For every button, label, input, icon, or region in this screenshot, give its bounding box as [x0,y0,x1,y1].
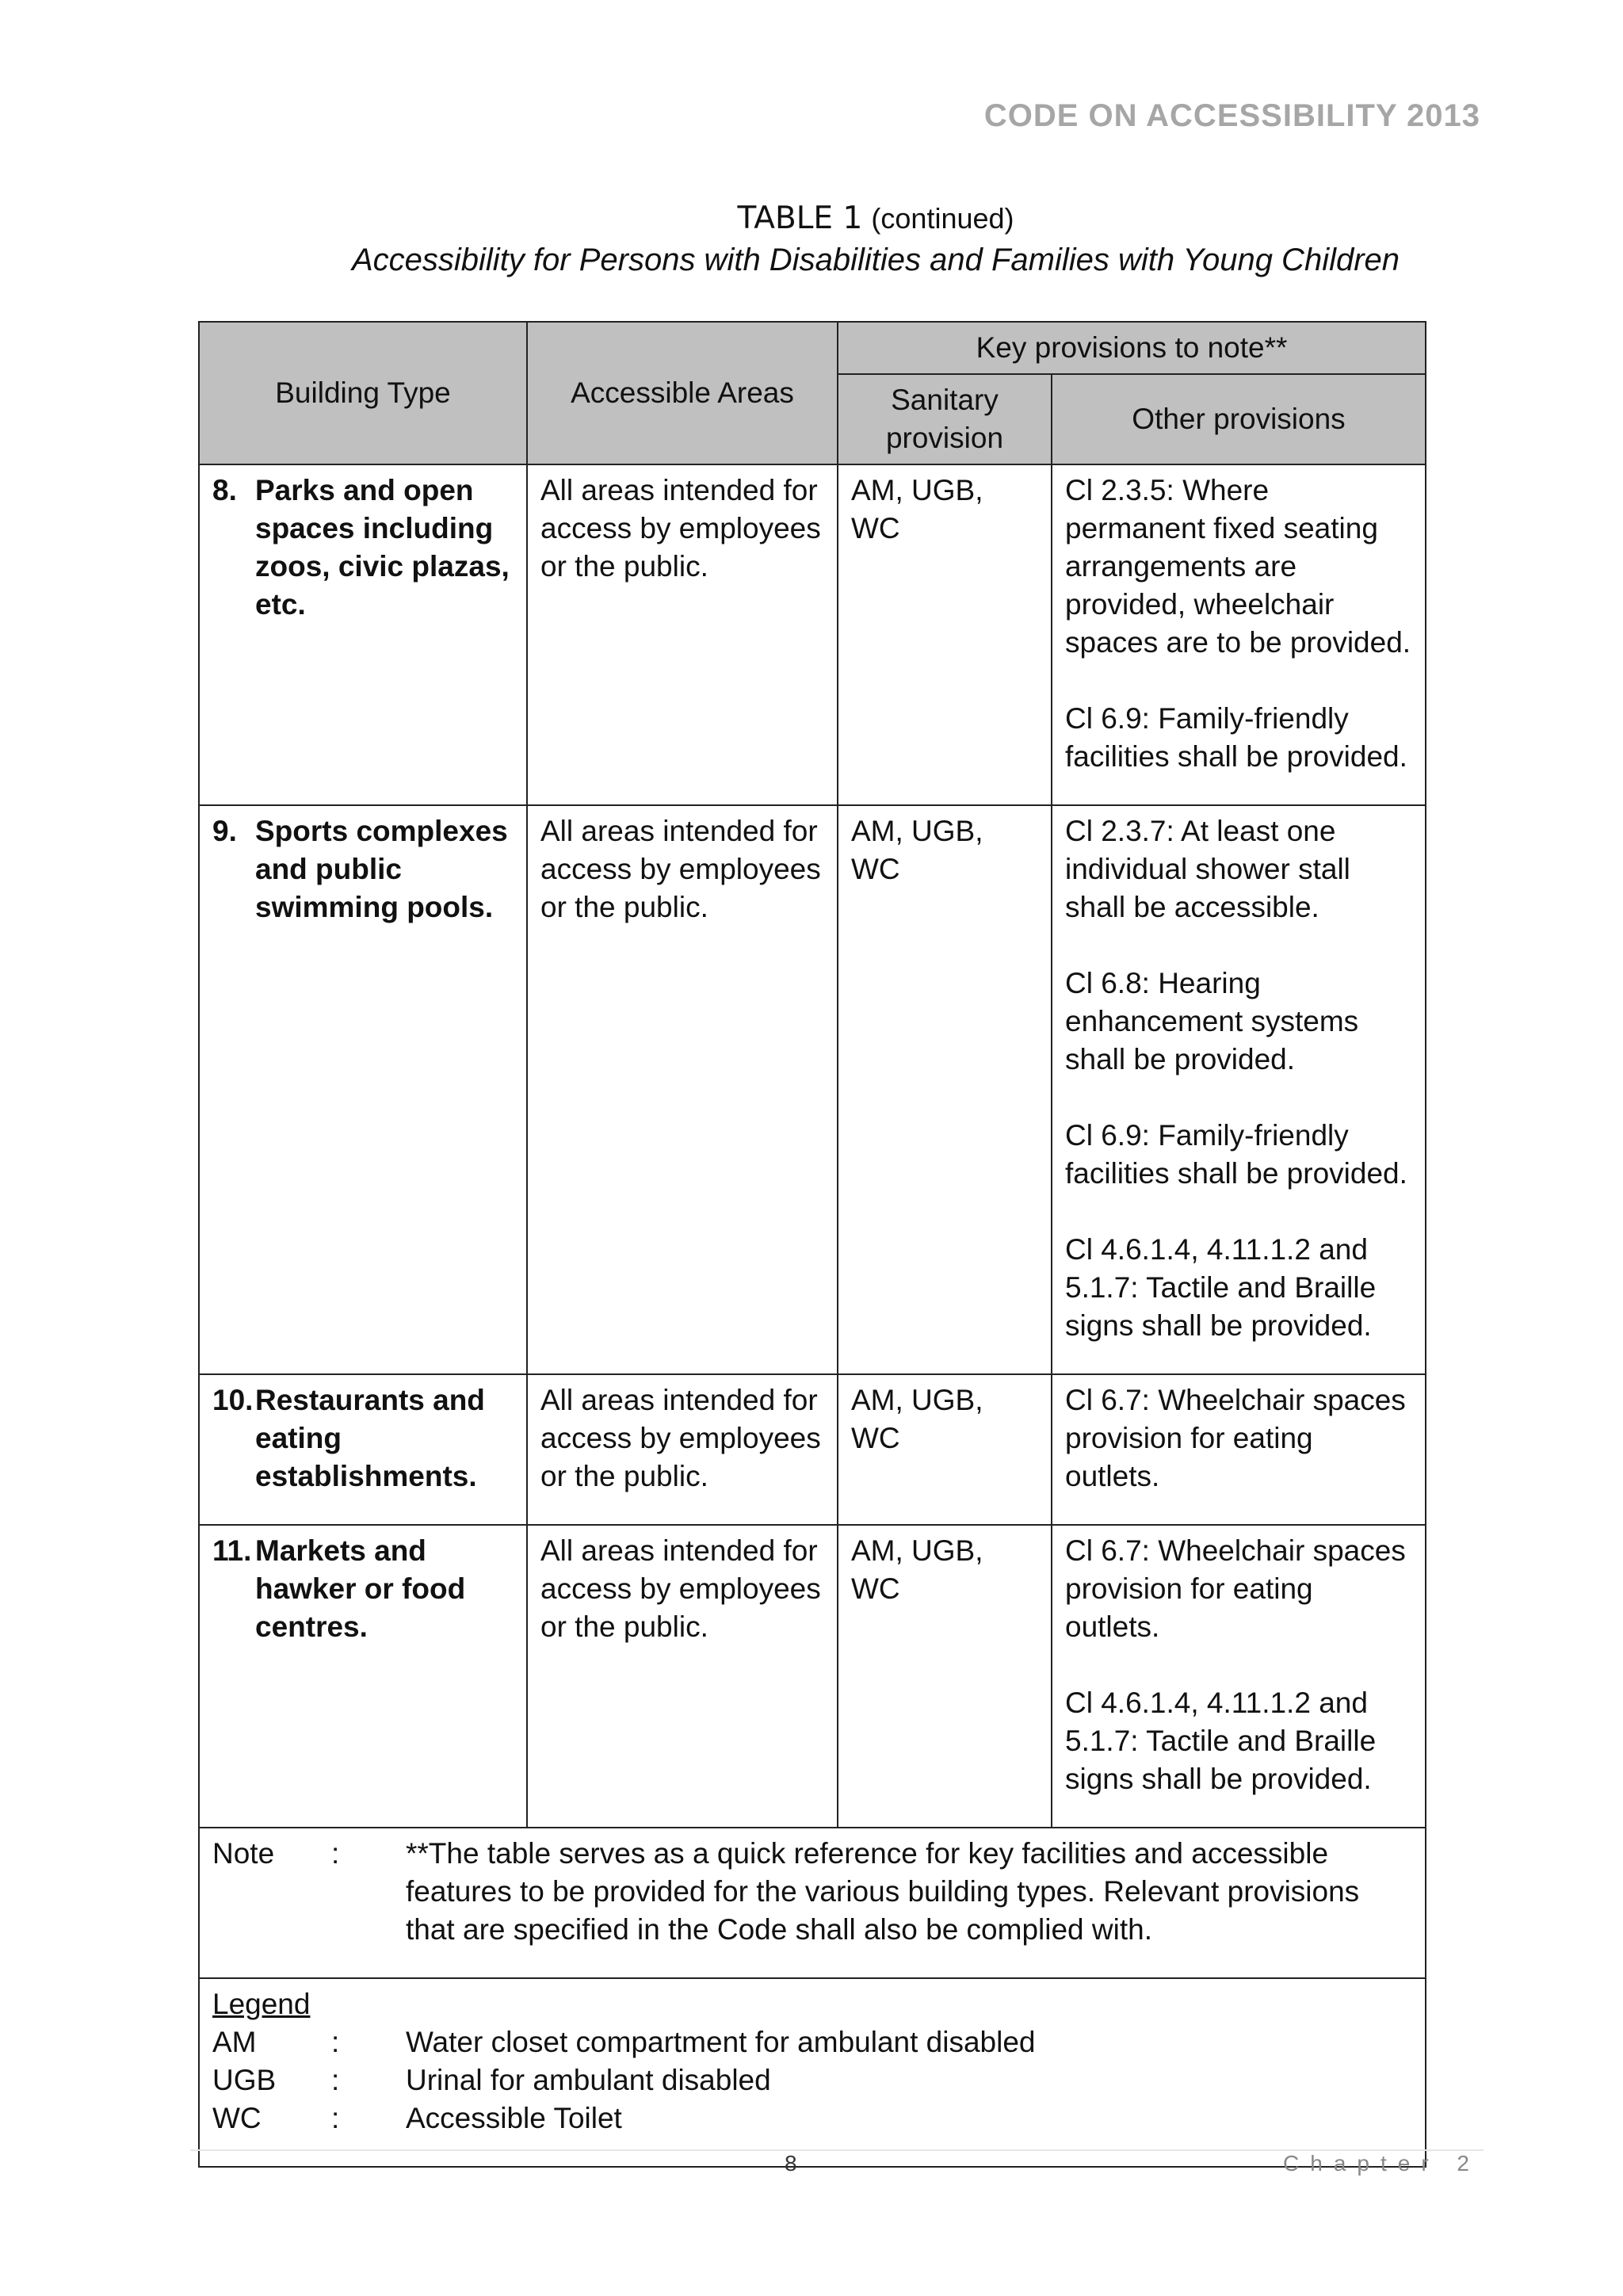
other-provisions-cell [1052,464,1426,805]
provision-clause: Cl 6.9: Family-friendly facilities shall be provided. [1065,1119,1407,1190]
table-subtitle: Accessibility for Persons with Disabilities and Families with Young Children [351,243,1400,277]
page-number: 8 [785,2151,797,2176]
provision-clause: Cl 4.6.1.4, 4.11.1.2 and 5.1.7: Tactile and Braille signs shall be provided. [1065,1687,1377,1795]
row-number: 10. [212,1384,254,1416]
building-type-cell [199,805,527,1374]
sanitary-provision-cell: AM, UGB, WC [838,464,1052,805]
legend-desc: Accessible Toilet [406,2102,622,2134]
other-provisions-cell [1052,805,1426,1374]
legend-abbr: WC [212,2102,262,2134]
legend-item [212,2061,1412,2099]
header-accessible-areas: Accessible Areas [527,322,838,464]
building-type-cell [199,1525,527,1828]
building-type: Markets and hawker or food centres. [255,1534,466,1643]
legend-item [212,2099,1412,2137]
row-number: 9. [212,815,237,847]
provision-clause: Cl 4.6.1.4, 4.11.1.2 and 5.1.7: Tactile and Braille signs shall be provided. [1065,1233,1377,1342]
sanitary-provision-cell: AM, UGB, WC [838,805,1052,1374]
note-separator: : [331,1837,340,1870]
legend-separator: : [331,2026,340,2058]
table-title-main: TABLE 1 [737,201,863,236]
running-header: CODE ON ACCESSIBILITY 2013 [983,98,1480,133]
header-key-provisions: Key provisions to note** [838,322,1426,374]
sanitary-provision-cell: AM, UGB, WC [838,1374,1052,1525]
provision-clause: Cl 6.8: Hearing enhancement systems shall be provided. [1065,967,1359,1075]
row-number: 8. [212,474,237,506]
table-row [199,1374,1426,1525]
provision-clause: Cl 6.9: Family-friendly facilities shall be provided. [1065,702,1407,773]
chapter-label: Chapter 2 [1283,2151,1480,2176]
table-title [0,198,1623,239]
provision-clause: Cl 6.7: Wheelchair spaces provision for eating outlets. [1065,1534,1406,1643]
provision-clause: Cl 2.3.5: Where permanent fixed seating arrangements are provided, wheelchair spaces are to be provided. [1065,474,1411,659]
building-type-cell [199,464,527,805]
provision-clause: Cl 6.7: Wheelchair spaces provision for eating outlets. [1065,1384,1406,1492]
legend-title: Legend [212,1988,311,2020]
other-provisions-cell [1052,1525,1426,1828]
header-other-provisions: Other provisions [1052,374,1426,464]
header-building-type: Building Type [199,322,527,464]
table-row [199,464,1426,805]
legend-separator: : [331,2102,340,2134]
note-text: **The table serves as a quick reference for key facilities and accessible features to be provided for the various building types. Relevant provisions that are specified in the Code shall also be complied with. [406,1837,1360,1946]
building-type: Parks and open spaces including zoos, civic plazas, etc. [255,474,510,621]
accessible-areas-cell: All areas intended for access by employees or the public. [527,805,838,1374]
accessible-areas-cell: All areas intended for access by employees or the public. [527,464,838,805]
legend-desc: Urinal for ambulant disabled [406,2064,771,2096]
building-type-cell [199,1374,527,1525]
table-row [199,805,1426,1374]
legend-abbr: UGB [212,2064,277,2096]
accessible-areas-cell: All areas intended for access by employees or the public. [527,1374,838,1525]
legend-item [212,2023,1412,2061]
legend-abbr: AM [212,2026,257,2058]
accessible-areas-cell: All areas intended for access by employees or the public. [527,1525,838,1828]
sanitary-provision-cell: AM, UGB, WC [838,1525,1052,1828]
building-type: Restaurants and eating establishments. [255,1384,485,1492]
other-provisions-cell [1052,1374,1426,1525]
accessibility-table [198,321,1426,2168]
header-sanitary-provision: Sanitary provision [838,374,1052,464]
legend-desc: Water closet compartment for ambulant disabled [406,2026,1036,2058]
row-number: 11. [212,1534,252,1567]
table-row [199,1525,1426,1828]
note-row [199,1828,1426,1978]
building-type: Sports complexes and public swimming pools. [255,815,508,923]
table-title-continued: (continued) [871,202,1014,235]
legend-separator: : [331,2064,340,2096]
note-label: Note [212,1837,275,1870]
provision-clause: Cl 2.3.7: At least one individual shower stall shall be accessible. [1065,815,1350,923]
legend-row [199,1978,1426,2167]
